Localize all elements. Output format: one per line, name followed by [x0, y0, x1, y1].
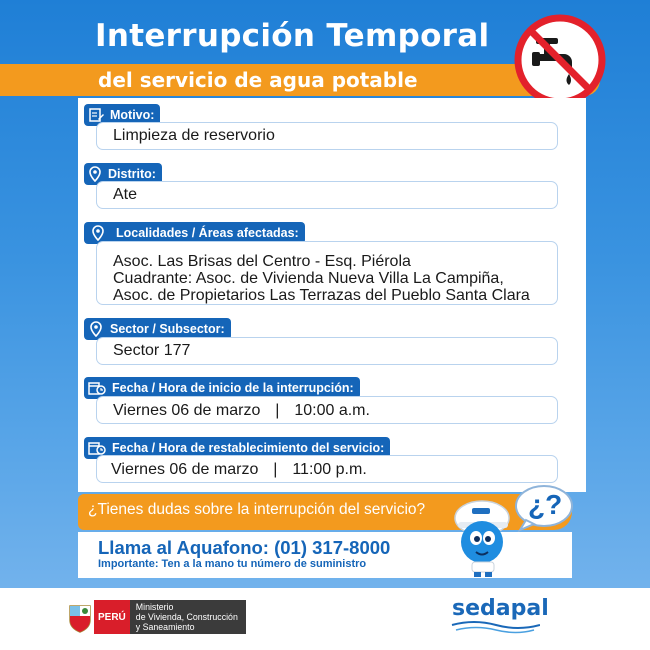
restablecimiento-label-text: Fecha / Hora de restablecimiento del servicio:	[112, 441, 385, 455]
sector-label-text: Sector / Subsector:	[110, 322, 225, 336]
ministry-line: y Saneamiento	[135, 622, 195, 632]
aquafono-call[interactable]: Llama al Aquafono: (01) 317-8000	[98, 537, 391, 558]
localidades-label-text: Localidades / Áreas afectadas:	[116, 226, 299, 240]
ministry-line: Ministerio	[135, 602, 174, 612]
localidad-line: Asoc. de Propietarios Las Terrazas del Pueblo Santa Clara	[113, 287, 530, 304]
localidades-field	[96, 241, 558, 305]
separator: |	[273, 461, 278, 478]
doubts-question: ¿Tienes dudas sobre la interrupción del servicio?	[88, 501, 426, 518]
restablecimiento-time: 11:00 p.m.	[292, 461, 367, 478]
distrito-label-text: Distrito:	[108, 167, 156, 181]
sedapal-waves-icon	[450, 619, 540, 635]
calendar-clock-icon	[88, 440, 106, 456]
location-pin-icon	[90, 225, 106, 241]
restablecimiento-field	[96, 455, 558, 483]
ministry-name	[130, 600, 246, 634]
inicio-field	[96, 396, 558, 424]
calendar-clock-icon	[88, 380, 106, 396]
motivo-field: Limpieza de reservorio	[96, 122, 558, 150]
motivo-label-text: Motivo:	[110, 108, 155, 122]
inicio-label-text: Fecha / Hora de inicio de la interrupción:	[112, 381, 354, 395]
peru-ministry-logo	[66, 600, 246, 634]
location-pin-icon	[88, 321, 104, 337]
peru-label: PERÚ	[94, 600, 130, 634]
peru-coat-of-arms-icon	[66, 600, 94, 634]
localidad-line: Asoc. Las Brisas del Centro - Esq. Piérola	[113, 253, 411, 270]
inicio-time: 10:00 a.m.	[294, 402, 370, 419]
sector-field: Sector 177	[96, 337, 558, 365]
localidad-line: Cuadrante: Asoc. de Vivienda Nueva Villa La Campiña,	[113, 270, 504, 287]
subtitle-banner	[0, 64, 600, 96]
ministry-line: de Vivienda, Construcción	[135, 612, 238, 622]
no-water-icon	[514, 14, 606, 106]
inicio-date: Viernes 06 de marzo	[113, 402, 261, 419]
page-title: Interrupción Temporal	[95, 18, 490, 54]
important-note: Importante: Ten a la mano tu número de suministro	[98, 558, 367, 570]
page-subtitle: del servicio de agua potable	[98, 68, 418, 92]
question-mark: ¿?	[528, 489, 563, 520]
distrito-field: Ate	[96, 181, 558, 209]
document-edit-icon	[88, 107, 104, 123]
restablecimiento-date: Viernes 06 de marzo	[111, 461, 259, 478]
question-bubble	[512, 484, 576, 532]
separator: |	[275, 402, 280, 419]
location-pin-icon	[88, 166, 102, 182]
sedapal-logo: sedapal	[452, 596, 549, 621]
